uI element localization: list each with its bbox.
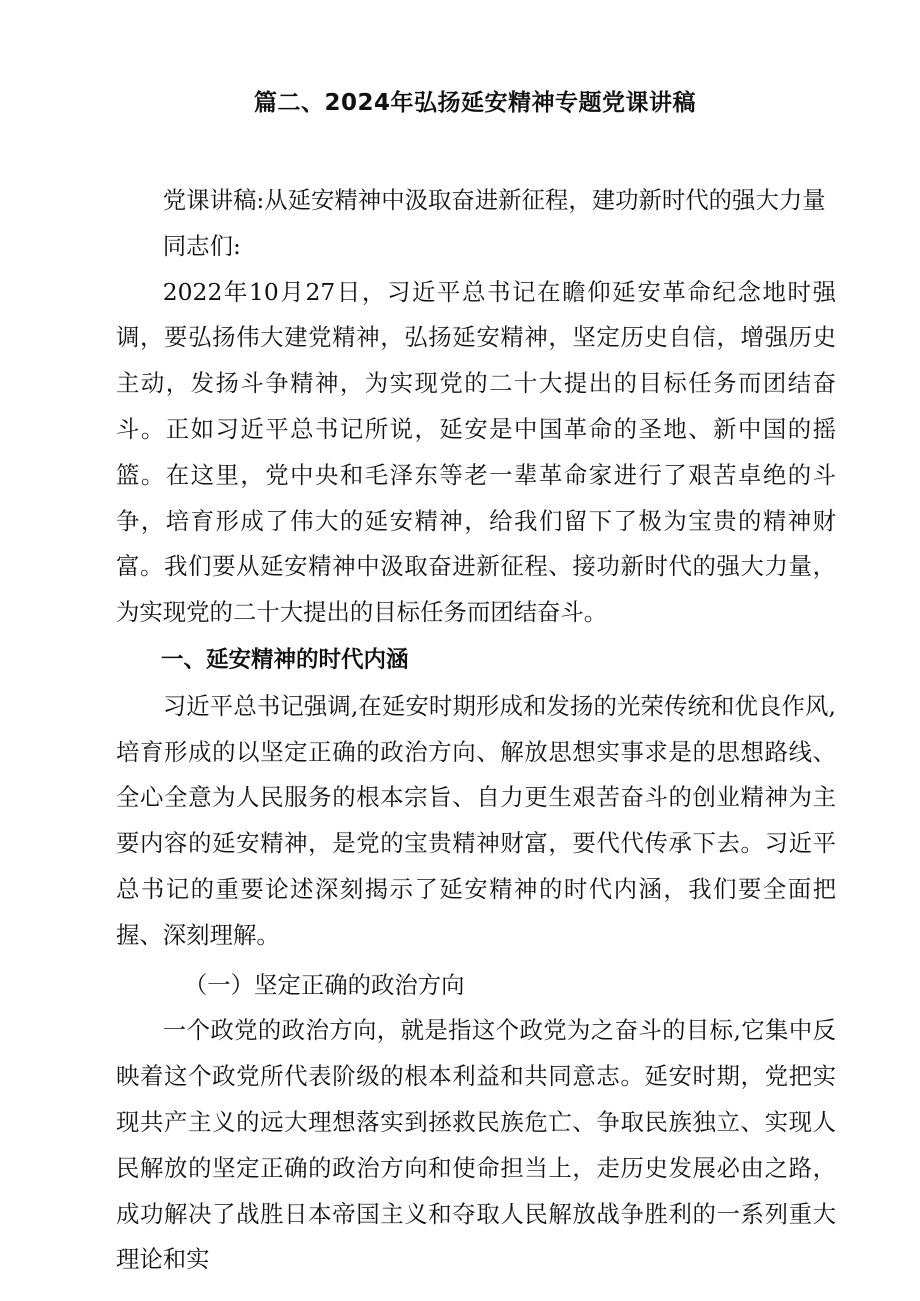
salutation-paragraph: 同志们: xyxy=(162,231,241,260)
subsection-body-paragraph: 一个政党的政治方向，就是指这个政党为之奋斗的目标,它集中反映着这个政党所代表阶级的根本利益和共同意志。延安时期，党把实现共产主义的远大理想落实到拯救民族危亡、争取民族独立、实现人民解放的坚定正确的政治方向和使命担当上，走历史发展必由之路，成功解决了战胜日本帝国主义和夺取人民解放战争胜利的一系列重大理论和实 xyxy=(116,1016,836,1274)
intro-paragraph: 2022年10月27日，习近平总书记在瞻仰延安革命纪念地时强调，要弘扬伟大建党精神，弘扬延安精神，坚定历史自信，增强历史主动，发扬斗争精神，为实现党的二十大提出的目标任务而团结奋斗。正如习近平总书记所说，延安是中国革命的圣地、新中国的摇篮。在这里，党中央和毛泽东等老一辈革命家进行了艰苦卓绝的斗争，培育形成了伟大的延安精神，给我们留下了极为宝贵的精神财富。我们要从延安精神中汲取奋进新征程、接功新时代的强大力量，为实现党的二十大提出的目标任务而团结奋斗。 xyxy=(116,277,836,627)
subsection-heading: （一）坚定正确的政治方向 xyxy=(183,970,465,999)
section-body-paragraph: 习近平总书记强调,在延安时期形成和发扬的光荣传统和优良作风,培育形成的以坚定正确的政治方向、解放思想实事求是的思想路线、全心全意为人民服务的根本宗旨、自力更生艰苦奋斗的创业精神为主要内容的延安精神，是党的宝贵精神财富，要代代传承下去。习近平总书记的重要论述深刻揭示了延安精神的时代内涵，我们要全面把握、深刻理解。 xyxy=(116,691,836,949)
subtitle-paragraph: 党课讲稿:从延安精神中汲取奋进新征程，建功新时代的强大力量 xyxy=(162,186,826,214)
section-heading: 一、延安精神的时代内涵 xyxy=(161,646,409,673)
document-body xyxy=(116,178,836,1283)
document-title: 篇二、2024年弘扬延安精神专题党课讲稿 xyxy=(253,90,696,116)
